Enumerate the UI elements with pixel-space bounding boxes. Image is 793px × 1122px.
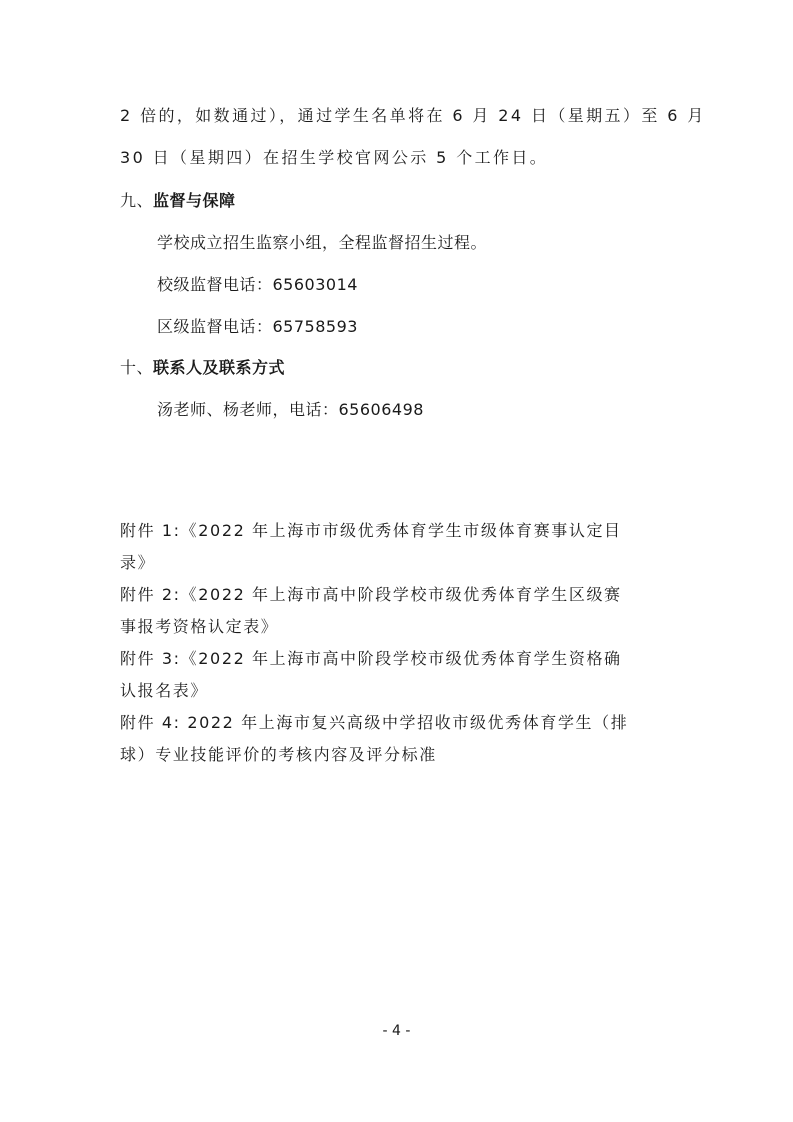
paragraph-line-1: 2 倍的，如数通过），通过学生名单将在 6 月 24 日（星期五）至 6 月	[120, 106, 706, 125]
attachment-3-line-2: 认报名表》	[120, 681, 209, 700]
section-9-title: 监督与保障	[153, 191, 236, 210]
page-number: - 4 -	[382, 1023, 411, 1039]
section-9-line-3: 区级监督电话：65758593	[157, 317, 358, 336]
section-9-number: 九、	[120, 191, 154, 210]
section-10-heading	[120, 358, 285, 378]
section-10-title: 联系人及联系方式	[153, 358, 286, 377]
section-9-line-1: 学校成立招生监察小组，全程监督招生过程。	[157, 233, 488, 252]
attachment-4-line-1: 附件 4: 2022 年上海市复兴高级中学招收市级优秀体育学生（排	[120, 713, 629, 732]
section-10-number: 十、	[120, 358, 154, 377]
section-9-heading	[120, 191, 236, 211]
attachment-4-line-2: 球）专业技能评价的考核内容及评分标准	[120, 745, 437, 764]
section-10-line-1: 汤老师、杨老师，电话：65606498	[157, 400, 424, 419]
section-9-line-2: 校级监督电话：65603014	[157, 275, 358, 294]
paragraph-line-2: 30 日（星期四）在招生学校官网公示 5 个工作日。	[120, 148, 549, 167]
attachment-3-line-1: 附件 3:《2022 年上海市高中阶段学校市级优秀体育学生资格确	[120, 649, 622, 668]
attachment-1-line-1: 附件 1:《2022 年上海市市级优秀体育学生市级体育赛事认定目	[120, 521, 622, 540]
attachment-1-line-2: 录》	[120, 553, 156, 572]
attachment-2-line-2: 事报考资格认定表》	[120, 617, 279, 636]
attachment-2-line-1: 附件 2:《2022 年上海市高中阶段学校市级优秀体育学生区级赛	[120, 585, 622, 604]
